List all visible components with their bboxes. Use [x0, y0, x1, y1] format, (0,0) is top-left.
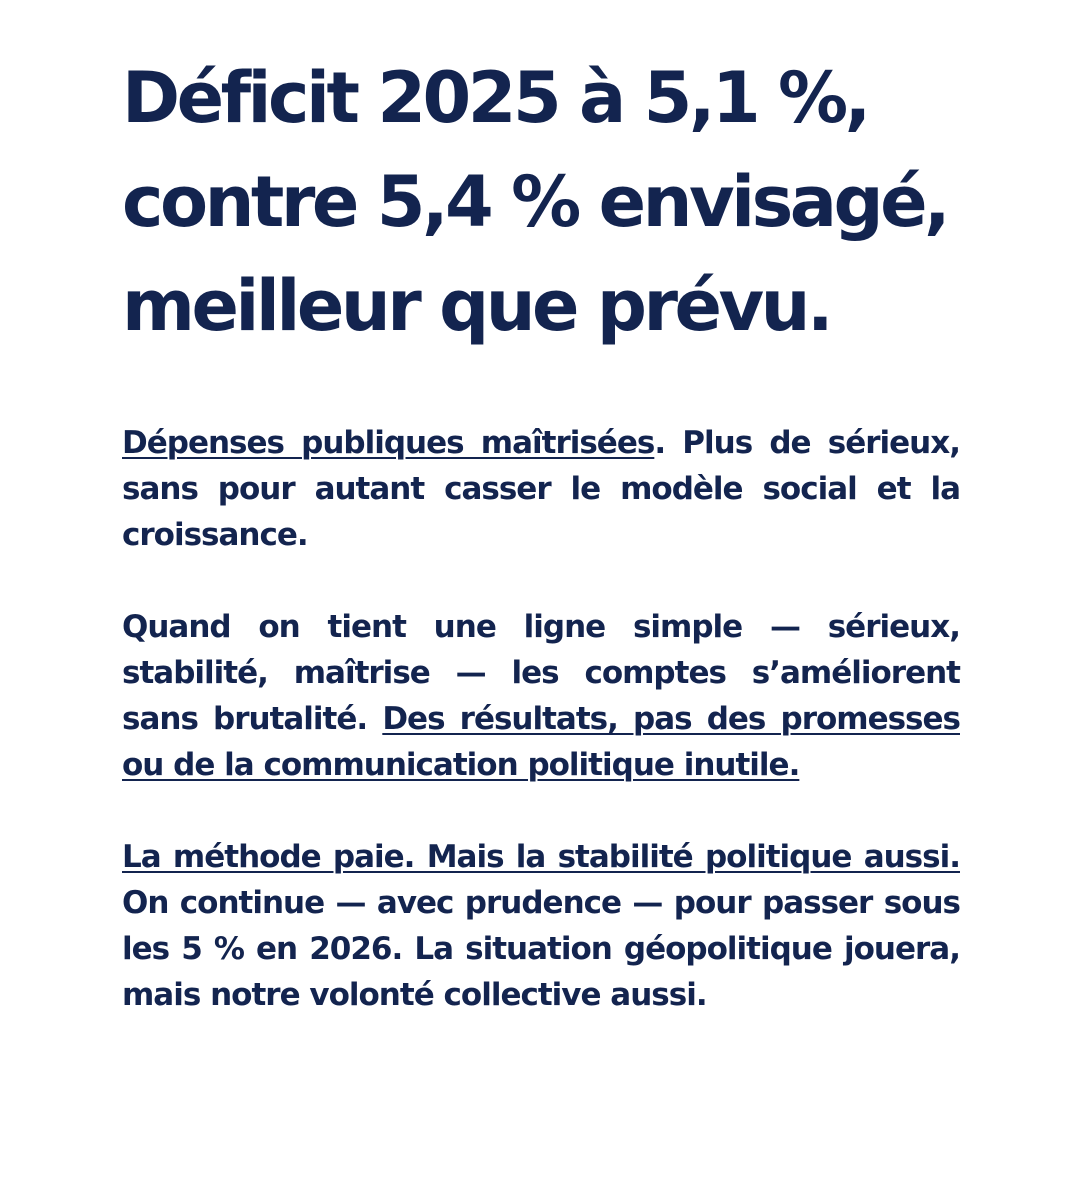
paragraph-spending	[122, 420, 960, 558]
paragraph-spending-text: . Plus de sérieux, sans pour autant casser le modèle social et la croissance.	[122, 425, 961, 553]
paragraph-method-text: Quand on tient une ligne simple — sérieux, stabilité, maîtrise — les comptes s’améliorent sans brutalité.	[122, 609, 960, 737]
headline	[122, 46, 960, 358]
paragraph-stability-text: On continue — avec prudence — pour passer sous les 5 % en 2026. La situation géopolitique jouera, mais notre volonté collective aussi.	[122, 885, 960, 1013]
document-page	[122, 46, 960, 1018]
paragraph-stability	[122, 834, 960, 1018]
headline-line-3: meilleur que prévu.	[122, 265, 831, 347]
headline-line-1: Déficit 2025 à 5,1 %,	[122, 57, 868, 139]
headline-line-2: contre 5,4 % envisagé,	[122, 161, 948, 243]
paragraph-stability-underlined: La méthode paie. Mais la stabilité politique aussi.	[122, 839, 960, 875]
paragraph-method	[122, 604, 960, 788]
paragraph-spending-underlined: Dépenses publiques maîtrisées	[122, 425, 655, 461]
paragraph-method-underlined: Des résultats, pas des promesses ou de la communication politique inutile.	[122, 701, 960, 783]
